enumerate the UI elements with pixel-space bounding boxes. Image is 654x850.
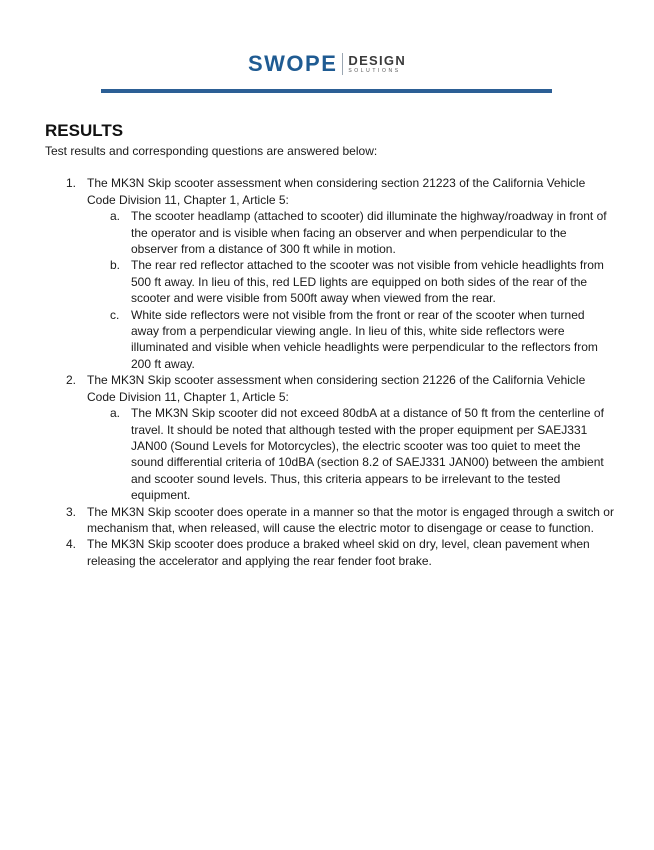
item-number: 2. [66, 373, 77, 388]
item-number: 4. [66, 537, 77, 552]
sub-list [87, 405, 615, 503]
logo-solutions: SOLUTIONS [348, 67, 401, 74]
item-number: 1. [66, 176, 77, 191]
item-text: The MK3N Skip scooter does operate in a manner so that the motor is engaged through a switch or mechanism that, when released, will cause the electric motor to disengage or cease to function. [87, 504, 614, 535]
sub-item-text: The scooter headlamp (attached to scooter) did illuminate the highway/roadway in front of the operator and is visible when facing an observer and when perpendicular to the observer from a distance of 300 ft while in motion. [131, 209, 607, 257]
sub-item-letter: a. [110, 406, 121, 421]
sub-item-text: The MK3N Skip scooter did not exceed 80dbA at a distance of 50 ft from the centerline of travel. It should be noted that although tested with the proper equipment per SAEJ331 JAN00 (Sound Levels for Motorcycles), the electric scooter was too quiet to meet the sound differential criteria of 10dBA (section 8.2 of SAEJ331 JAN00) between the ambient and scooter sound levels. Thus, this criteria appears to be irrelevant to the tested equipment. [131, 406, 604, 503]
header-rule [101, 89, 552, 93]
item-text: The MK3N Skip scooter assessment when considering section 21223 of the California Vehicle Code Division 11, Chapter 1, Article 5: [87, 176, 586, 207]
sub-list-item [87, 405, 615, 503]
item-number: 3. [66, 504, 77, 519]
list-item [45, 504, 615, 537]
results-list [45, 175, 615, 569]
sub-item-letter: c. [110, 307, 120, 322]
sub-list-item [87, 257, 615, 306]
section-heading: RESULTS [45, 121, 124, 140]
logo-brand: SWOPE [247, 51, 338, 76]
list-item [45, 536, 615, 569]
item-text: The MK3N Skip scooter assessment when considering section 21226 of the California Vehicle Code Division 11, Chapter 1, Article 5: [87, 373, 586, 404]
logo-secondary [348, 54, 406, 75]
logo-divider [342, 53, 343, 75]
section-intro: Test results and corresponding questions are answered below: [45, 144, 378, 158]
company-logo [0, 52, 654, 76]
sub-item-text: White side reflectors were not visible from the front or rear of the scooter when turned away from a perpendicular viewing angle. In lieu of this, white side reflectors were illuminated and visible when vehicle headlights were perpendicular to the reflectors from 200 ft away. [131, 307, 598, 371]
sub-item-text: The rear red reflector attached to the scooter was not visible from vehicle headlights from 500 ft away. In lieu of this, red LED lights are equipped on both sides of the rear of the scooter and were visible from 500ft away when viewed from the rear. [131, 258, 604, 306]
list-item [45, 372, 615, 503]
sub-item-letter: a. [110, 209, 121, 224]
results-section [45, 120, 615, 569]
sub-item-letter: b. [110, 258, 121, 273]
list-item [45, 175, 615, 372]
logo-design: DESIGN [348, 52, 407, 68]
sub-list-item [87, 307, 615, 373]
sub-list-item [87, 208, 615, 257]
item-text: The MK3N Skip scooter does produce a braked wheel skid on dry, level, clean pavement when releasing the accelerator and applying the rear fender foot brake. [87, 537, 590, 568]
sub-list [87, 208, 615, 372]
